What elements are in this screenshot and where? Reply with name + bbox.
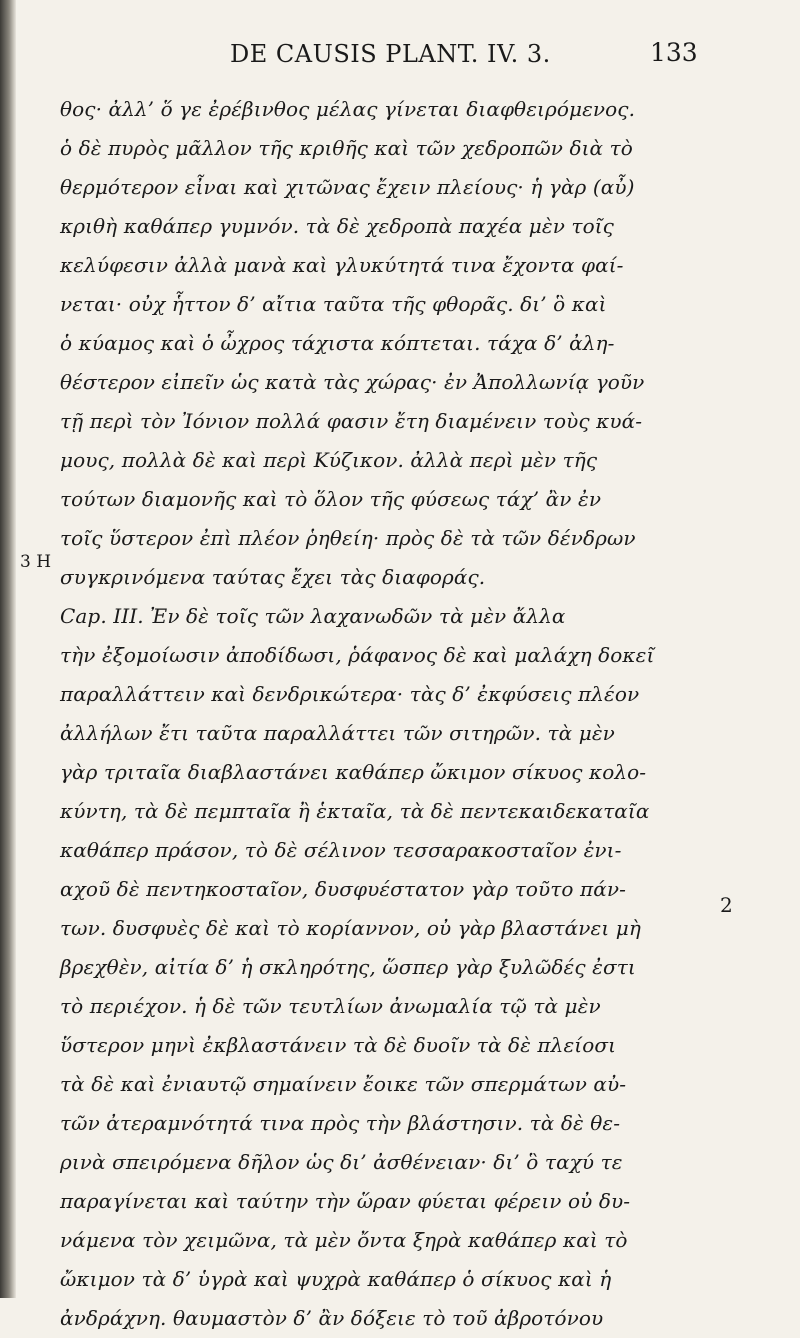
text-line: τοῖς ὕστερον ἐπὶ πλέον ῥηθείη· πρὸς δὲ τὰ τῶν δένδρων xyxy=(60,526,636,550)
text-line: ρινὰ σπειρόμενα δῆλον ὡς δι’ ἀσθένειαν· δι’ ὃ ταχύ τε xyxy=(60,1150,623,1174)
text-line: αχοῦ δὲ πεντηκοσταῖον, δυσφυέστατον γὰρ τοῦτο πάν- xyxy=(60,877,626,901)
text-line: συγκρινόμενα ταύτας ἔχει τὰς διαφοράς. xyxy=(60,565,486,589)
text-line: παραγίνεται καὶ ταύτην τὴν ὥραν φύεται φέρειν οὐ δυ- xyxy=(60,1189,631,1213)
margin-section-marker: 3 H xyxy=(20,552,52,572)
text-line: παραλλάττειν καὶ δενδρικώτερα· τὰς δ’ ἐκφύσεις πλέον xyxy=(60,682,640,706)
text-line: ὤκιμον τὰ δ’ ὑγρὰ καὶ ψυχρὰ καθάπερ ὁ σίκυος καὶ ἡ xyxy=(60,1267,612,1291)
text-line: ὁ δὲ πυρὸς μᾶλλον τῆς κριθῆς καὶ τῶν χεδροπῶν διὰ τὸ xyxy=(60,136,633,160)
text-line: βρεχθὲν, αἰτία δ’ ἡ σκληρότης, ὥσπερ γὰρ ξυλῶδές ἐστι xyxy=(60,955,636,979)
text-line: ὁ κύαμος καὶ ὁ ὦχρος τάχιστα κόπτεται. τάχα δ’ ἀλη- xyxy=(60,331,615,355)
text-line: ἀλλήλων ἔτι ταῦτα παραλλάττει τῶν σιτηρῶν. τὰ μὲν xyxy=(60,721,615,745)
text-line: ὕστερον μηνὶ ἐκβλαστάνειν τὰ δὲ δυοῖν τὰ δὲ πλείοσι xyxy=(60,1033,617,1057)
text-line: τούτων διαμονῆς καὶ τὸ ὅλον τῆς φύσεως τάχ’ ἂν ἐν xyxy=(60,487,602,511)
text-line: νάμενα τὸν χειμῶνα, τὰ μὲν ὄντα ξηρὰ καθάπερ καὶ τὸ xyxy=(60,1228,628,1252)
text-line: τὸ περιέχον. ἡ δὲ τῶν τευτλίων ἀνωμαλία τῷ τὰ μὲν xyxy=(60,994,601,1018)
text-line: νεται· οὐχ ἧττον δ’ αἴτια ταῦτα τῆς φθορᾶς. δι’ ὃ καὶ xyxy=(60,292,607,316)
text-line: μους, πολλὰ δὲ καὶ περὶ Κύζικον. ἀλλὰ περὶ μὲν τῆς xyxy=(60,448,598,472)
text-line: κύντη, τὰ δὲ πεμπταῖα ἢ ἑκταῖα, τὰ δὲ πεντεκαιδεκαταῖα xyxy=(60,799,650,823)
text-line: τὴν ἐξομοίωσιν ἀποδίδωσι, ῥάφανος δὲ καὶ μαλάχη δοκεῖ xyxy=(60,643,655,667)
text-line: τῶν ἀτεραμνότητά τινα πρὸς τὴν βλάστησιν. τὰ δὲ θε- xyxy=(60,1111,621,1135)
book-spine-shadow xyxy=(0,0,16,1298)
text-line: τῇ περὶ τὸν Ἰόνιον πολλά φασιν ἔτη διαμένειν τοὺς κυά- xyxy=(60,409,643,433)
text-line: γὰρ τριταῖα διαβλαστάνει καθάπερ ὤκιμον σίκυος κολο- xyxy=(60,760,647,784)
text-line: θερμότερον εἶναι καὶ χιτῶνας ἔχειν πλείους· ἡ γὰρ (αὖ) xyxy=(60,175,635,199)
text-line: θος· ἀλλ’ ὅ γε ἐρέβινθος μέλας γίνεται διαφθειρόμενος. xyxy=(60,97,636,121)
text-line: κριθὴ καθάπερ γυμνόν. τὰ δὲ χεδροπὰ παχέα μὲν τοῖς xyxy=(60,214,614,238)
margin-line-number: 2 xyxy=(720,893,733,917)
text-line: θέστερον εἰπεῖν ὡς κατὰ τὰς χώρας· ἐν Ἀπολλωνίᾳ γοῦν xyxy=(60,370,645,394)
body-text xyxy=(60,90,720,1338)
running-title: DE CAUSIS PLANT. IV. 3. xyxy=(230,40,551,68)
text-line: των. δυσφυὲς δὲ καὶ τὸ κορίαννον, οὐ γὰρ βλαστάνει μὴ xyxy=(60,916,641,940)
text-line: ἀνδράχνη. θαυμαστὸν δ’ ἂν δόξειε τὸ τοῦ ἀβροτόνου xyxy=(60,1306,604,1330)
text-line: τὰ δὲ καὶ ἐνιαυτῷ σημαίνειν ἔοικε τῶν σπερμάτων αὐ- xyxy=(60,1072,627,1096)
page-number: 133 xyxy=(650,38,698,67)
chapter-start-line: Cap. III. Ἐν δὲ τοῖς τῶν λαχανωδῶν τὰ μὲν ἄλλα xyxy=(60,604,566,628)
text-line: καθάπερ πράσον, τὸ δὲ σέλινον τεσσαρακοσταῖον ἐνι- xyxy=(60,838,622,862)
text-line: κελύφεσιν ἀλλὰ μανὰ καὶ γλυκύτητά τινα ἔχοντα φαί- xyxy=(60,253,624,277)
page-header xyxy=(0,34,800,74)
